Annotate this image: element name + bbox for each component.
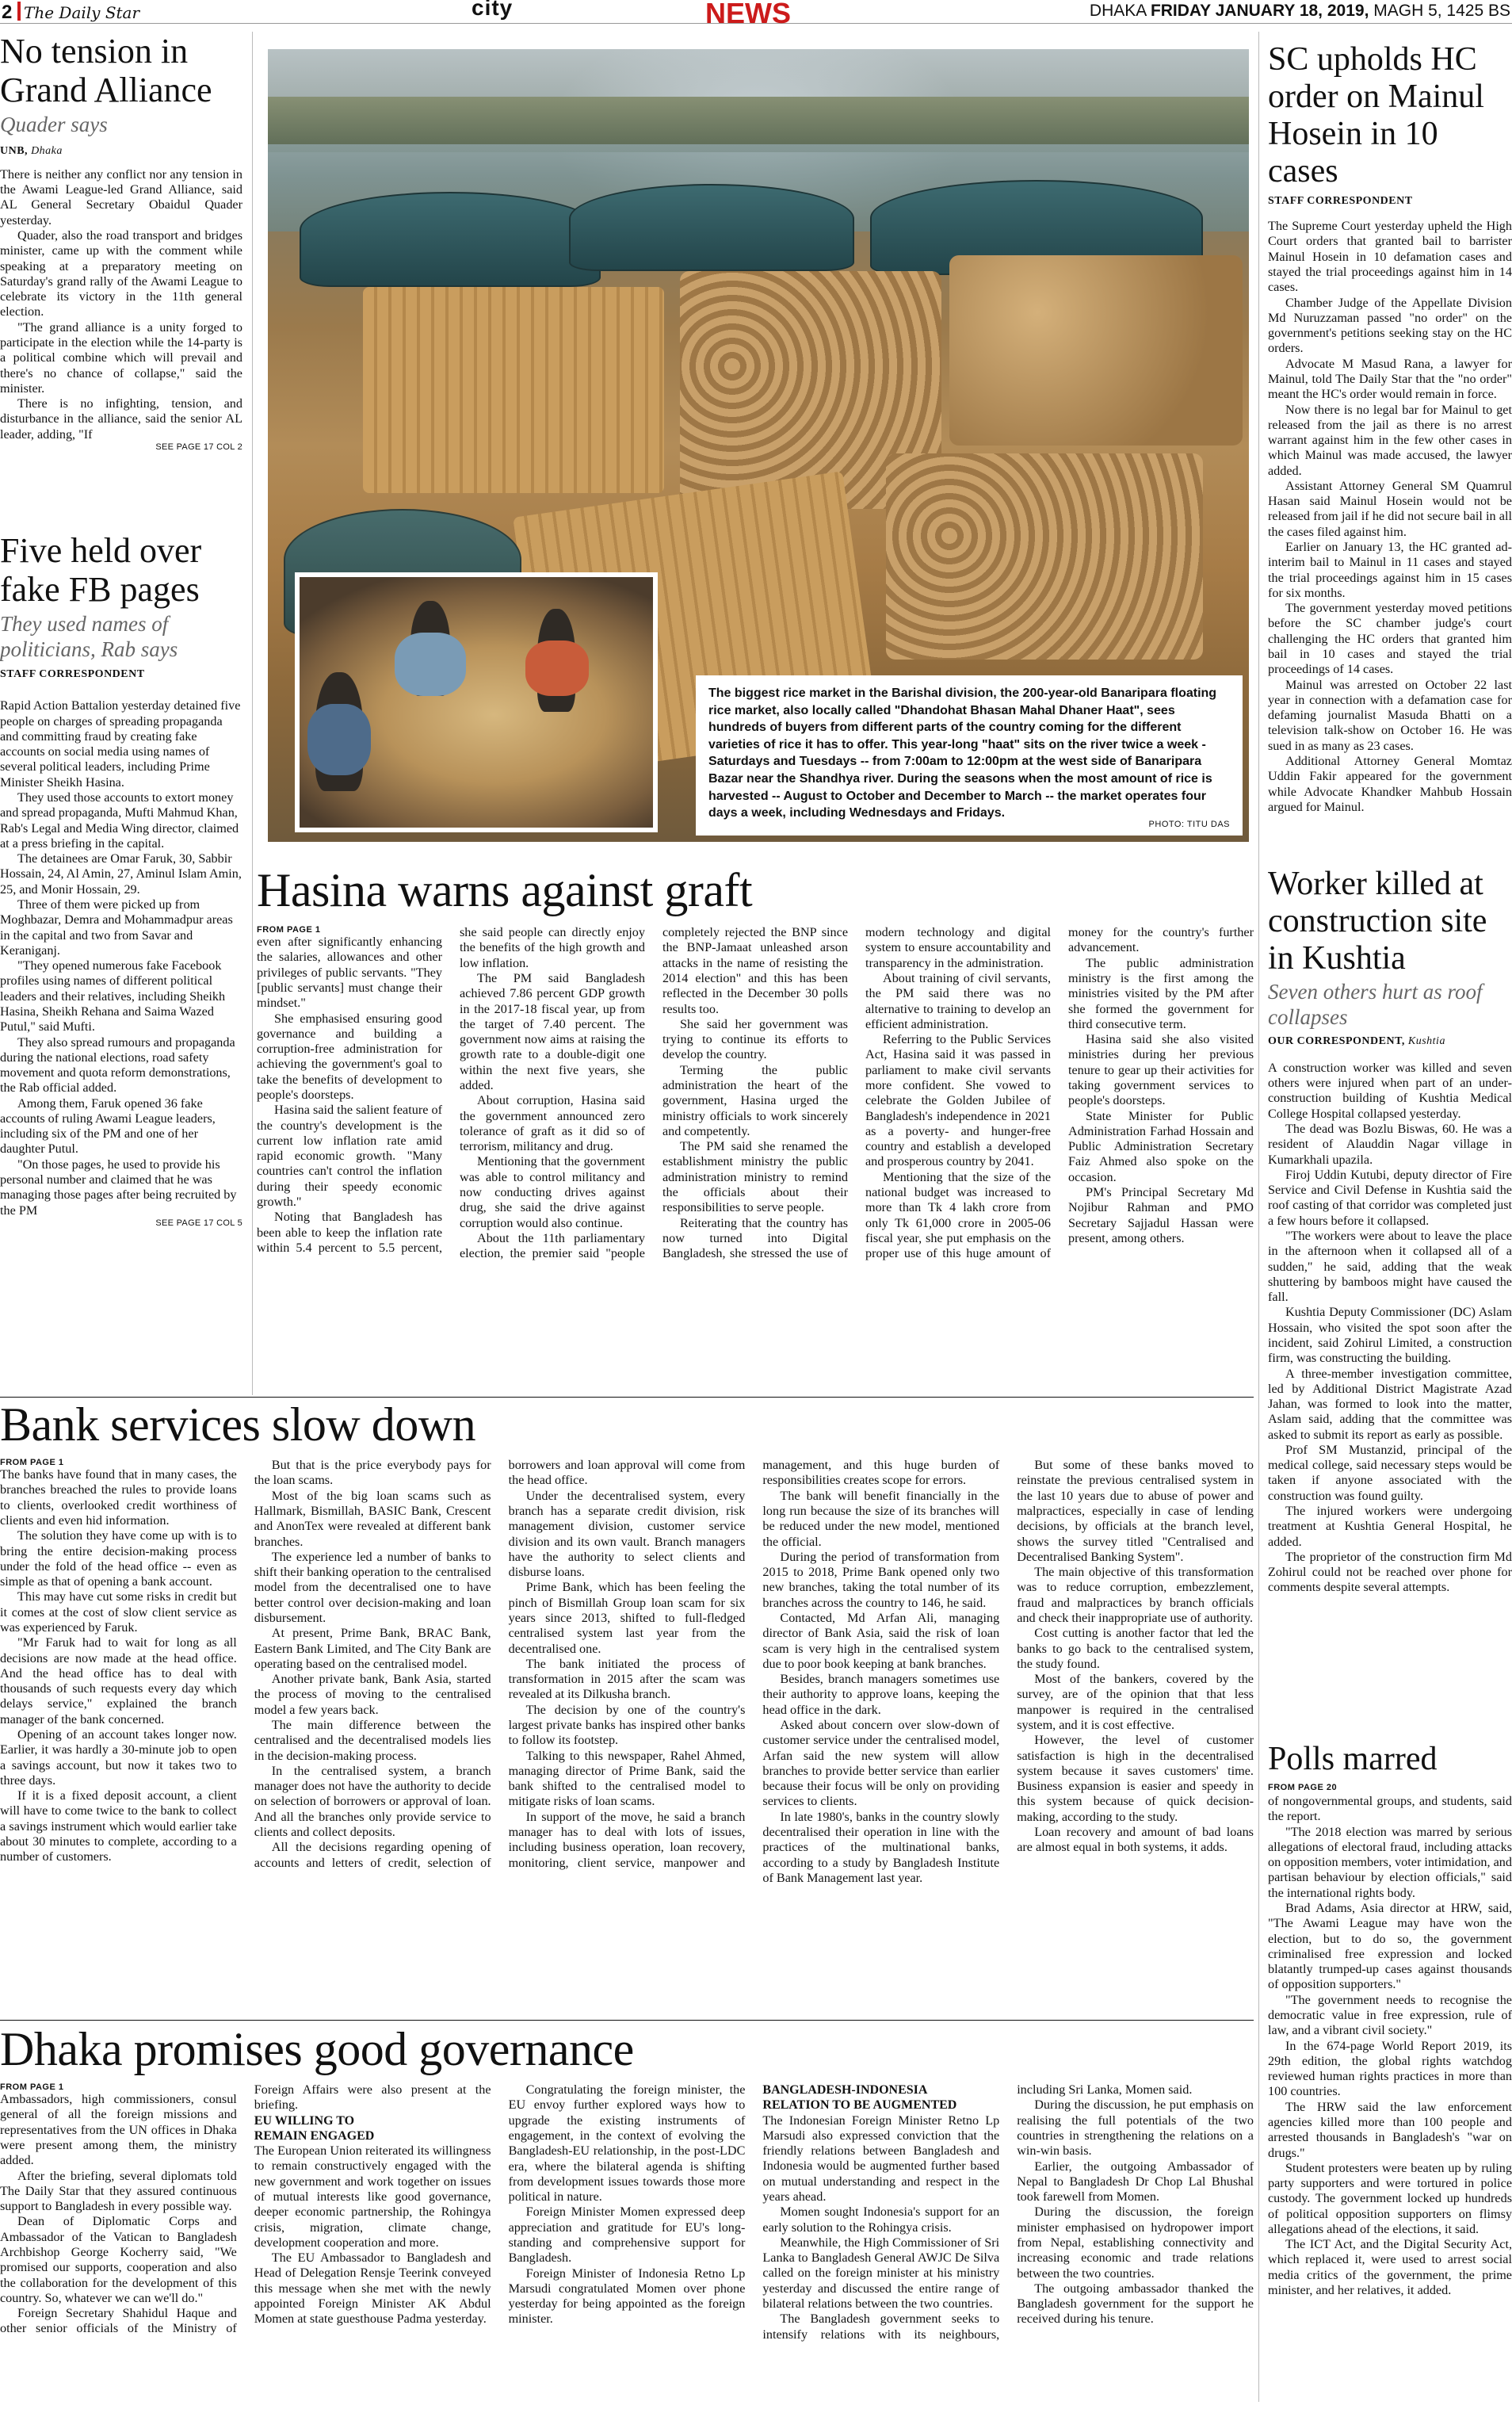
kicker: They used names of politicians, Rab says — [0, 611, 178, 661]
photo-boat — [300, 192, 601, 287]
continued-jump[interactable]: SEE PAGE 17 COL 2 — [155, 442, 242, 452]
photo-worker-shirt — [395, 633, 466, 696]
article-good-governance — [0, 2023, 1254, 2342]
byline: STAFF CORRESPONDENT — [0, 668, 145, 681]
headline: Dhaka promises good governance — [0, 2023, 634, 2075]
photo-rice-sacks — [949, 255, 1243, 446]
article-grand-alliance — [0, 32, 242, 452]
article-body: A construction worker was killed and seven others were injured when part of an under-construction building of Kushtia Medical College Hospital collapsed yesterday. The dead was Bozlu Biswas, 60. He was a resident of Alauddin Nagar village in Kumarkhali upazila. Firoj Uddin Kutubi, deputy director of Fire Service and Civil Defense in Kushtia said the roof casting of that corridor was completed just a few hours before it collapsed. "The workers were about to leave the place in the afternoon when it collapsed all of a sudden," he said, adding that the weak shuttering by bamboos might have caused the fall. Kushtia Deputy Commissioner (DC) Aslam Hossain, who visited the spot soon after the incident, said Zohirul Limited, a construction firm, was constructing the building. A three-member investigation committee, led by Additional District Magistrate Azad Jahan, was formed to look into the matter, Aslam said, adding that the committee was asked to submit its report as early as possible. Prof SM Mustanzid, principal of the medical college, said necessary steps would be taken if anyone associated with the construction was found guilty. The injured workers were undergoing treatment at Kushtia General Hospital, he added. The proprietor of the construction firm Md Zohirul could not be reached over phone for comments despite several attempts. — [1268, 1060, 1512, 1595]
rice-winnowing-inset-photo — [295, 572, 658, 832]
article-mainul — [1268, 41, 1512, 815]
kicker: Quader says — [0, 112, 108, 136]
article-hasina-graft — [254, 864, 1254, 1261]
section-label: city — [472, 0, 514, 20]
continued-jump[interactable]: SEE PAGE 17 COL 5 — [155, 1218, 242, 1228]
column-divider — [1258, 32, 1259, 2402]
byline: OUR CORRESPONDENT, Kushtia — [1268, 1034, 1445, 1047]
article-body: FROM PAGE 1 The banks have found that in many cases, the branches breached the rules to provide loans to clients, overlooked credit worthiness of clients and even hid information. The solution they have come up with is to bring the entire decision-making process under the fold of the head office -- even as simple as that of opening a bank account. This may have cut some risks in credit but it comes at the cost of slow client service as was experienced by Faruk. "Mr Faruk had to wait for long as all decisions are now made at the head office. And the head office has to deal with thousands of such requests every day which delays service," explained the branch manager of the bank concerned. Opening of an account takes longer now. Earlier, it was hardly a 30-minute job to open a savings account, but now it takes two to three days. If it is a fixed deposit account, a client will have to come twice to the bank to collect a savings instrument which would earlier take about 30 minutes to complete, according to a number of customers. But that is the price everybody pays for the loan scams. Most of the big loan scams such as Hallmark, Bismillah, BASIC Bank, Crescent and AnonTex were revealed at different bank branches. The experience led a number of banks to shift their banking operation to the centralised model from the decentralised one to have better control over decision-making and loan disbursement. At present, Prime Bank, BRAC Bank, Eastern Bank Limited, and The City Bank are operating based on the centralised model. Another private bank, Bank Asia, started the process of moving to the centralised model a few years back. The main difference between the centralised and the decentralised models lies in the decision-making process. In the centralised system, a branch manager does not have the authority to decide on selection of borrowers or approval of loan. And all the branches only provide service to clients and collect deposits. All the decisions regarding opening of accounts and letters of credit, selection of borrowers and loan approval will come from the head office. Under the decentralised system, every branch has a separate credit division, risk management division, customer service division and its own vault. Branch managers have the authority to select clients and disburse loans. Prime Bank, which has been feeling the pinch of Bismillah Group loan scam for six years since 2013, shifted to full-fledged centralised system last year from the decentralised one. The bank initiated the process of transformation in 2015 after the scam was revealed at its Dilkusha branch. The decision by one of the country's largest private banks has inspired other banks to follow its footstep. Talking to this newspaper, Rahel Ahmed, managing director of Prime Bank, said the bank shifted to the centralised model to mitigate risks of loan scams. In support of the move, he said a branch manager has to deal with lots of issues, including business operation, loan recovery, monitoring, client service, manpower and management, and this huge burden of responsibilities creates scope for errors. The bank will benefit financially in the long run because the size of its branches will be reduced under the new model, mentioned the official. During the period of transformation from 2015 to 2018, Prime Bank opened only two new branches, taking the total number of its branches across the country to 146, he said. Contacted, Md Arfan Ali, managing director of Bank Asia, said the risk of loan scam is very high in the centralised system due to poor book keeping at bank branches. Besides, branch managers sometimes use their authority to approve loans, keeping the head office in the dark. Asked about concern over slow-down of customer service under the centralised model, Arfan said the new system will allow branches to provide better service than earlier because their focus will be only on providing services to clients. In late 1980's, banks in the country slowly decentralised their operation in line with the practices of the multinational banks, according to a study by Bangladesh Institute of Bank Management last year. But some of these banks moved to reinstate the previous centralised system in the last 10 years due to abuse of power and malpractices, especially in case of lending decisions, by officials at the branch level, shows the survey titled "Centralised and Decentralised Banking System". The main objective of this transformation was to reduce corruption, embezzlement, fraud and malpractices by branch officials and check their inappropriate use of authority. Cost cutting is another factor that led the banks to go back to the centralised system, the study found. Most of the bankers, covered by the survey, are of the opinion that that less manpower is required in the centralised system, and it is cost effective. However, the level of customer satisfaction is high in the decentralised system because it saves customers' time. Business expansion is easier and speedy in this system because of quick decision-making, according to the study. Loan recovery and amount of bad loans are almost equal in both systems, it adds. — [0, 1458, 1254, 1885]
article-polls-marred — [1268, 1741, 1512, 2298]
headline: SC upholds HC order on Mainul Hosein in 10 cases — [1268, 41, 1484, 190]
article-kushtia — [1268, 866, 1512, 1596]
column-divider — [252, 32, 253, 1395]
article-bank-services — [0, 1398, 1254, 1886]
from-page-label: FROM PAGE 1 — [0, 1458, 64, 1468]
article-body: The Supreme Court yesterday upheld the High Court orders that granted bail to barrister Mainul Hosein in 10 defamation cases and stayed the trial proceedings against him in 14 cases. Chamber Judge of the Appellate Division Md Nuruzzaman passed "no order" on the government's petitions seeking stay on the HC orders. Advocate M Masud Rana, a lawyer for Mainul, told The Daily Star that the "no order" meant the HC's order would remain in force. Now there is no legal bar for Mainul to get released from the jail as there is no arrest warrant against him in the few other cases in which Mainul was made accused, the lawyer added. Assistant Attorney General SM Quamrul Hasan said Mainul Hosein would not be released from jail if he did not secure bail in all the cases filed against him. Earlier on January 13, the HC granted ad-interim bail to Mainul in 11 cases and stayed the trial proceedings against him in 15 cases for six months. The government yesterday moved petitions before the SC chamber judge's court challenging the HC orders that granted him bail in 10 cases and stayed the trial proceedings of 14 cases. Mainul was arrested on October 22 last year in connection with a defamation case for defaming journalist Masuda Bhatti on a television talk-show on October 16. He was sued in as many as 23 cases. Additional Attorney General Momtaz Uddin Fakir appeared for the government while Advocate Khandker Mahbub Hossain argued for Mainul. — [1268, 219, 1512, 814]
from-page-label: FROM PAGE 1 — [0, 2082, 64, 2093]
news-label: NEWS — [705, 0, 791, 29]
photo-credit: PHOTO: TITU DAS — [1148, 820, 1230, 829]
photo-worker-shirt — [307, 704, 371, 775]
page-masthead — [0, 0, 1512, 29]
page-number-divider — [17, 2, 21, 21]
section-divider — [0, 2020, 1254, 2021]
article-body: of nongovernmental groups, and students, said the report. "The 2018 election was marred by serious allegations of electoral fraud, including attacks on opposition members, voter intimidation, and partisan behaviour by election officials," said the international rights body. Brad Adams, Asia director at HRW, said, "The Awami League may have won the election, but to do so, the government criminalised free expression and locked blatantly trumped-up cases against thousands of opposition supporters." "The government needs to recognise the democratic value in free expression, rule of law, and a vibrant civil society." In the 674-page World Report 2019, its 29th edition, the global rights watchdog reviewed human rights practices in more than 100 countries. The HRW said the law enforcement agencies killed more than 100 people and arrested thousands in Bangladesh's "war on drugs." Student protesters were beaten up by ruling party supporters and were tortured in police custody. The government locked up hundreds of political opposition supporters on flimsy allegations ahead of the elections, it said. The ICT Act, and the Digital Security Act, which replaced it, were used to arrest social media critics of the government, the prime minister, and her relatives, it added. — [1268, 1794, 1512, 2298]
photo-worker-shirt — [525, 641, 589, 696]
byline: UNB, Dhaka — [0, 144, 63, 157]
headline: Five held over fake FB pages — [0, 531, 202, 610]
photo-boat — [569, 184, 854, 271]
from-page-label: FROM PAGE 1 — [257, 925, 321, 935]
photo-caption: The biggest rice market in the Barishal division, the 200-year-old Banaripara floating rice market, also locally called "Dhandohat Bhasan Mahal Dhaner Haat", sees hundreds of buyers from different parts of the country coming for the different varieties of rice it has to offer. This year-long "haat" sits on the river twice a week - Saturdays and Tuesdays -- from 7:00am to 12:00pm at the west side of Banaripara Bazar near the Shandhya river. During the seasons when the most amount of rice is harvested -- August to October and December to March -- the market operates four days a week, including Wednesdays and Fridays. PHOTO: TITU DAS — [696, 675, 1243, 836]
photo-rice-sacks — [886, 453, 1203, 660]
headline: Worker killed at construction site in Kushtia — [1268, 866, 1487, 977]
headline: Polls marred — [1268, 1741, 1438, 1777]
article-fake-fb — [0, 531, 242, 1228]
page-number: 2 — [2, 2, 13, 23]
subhead-eu: EU WILLING TO REMAIN ENGAGED — [254, 2113, 375, 2143]
article-body: Rapid Action Battalion yesterday detained five people on charges of spreading propaganda and committing fraud by creating fake accounts on social media using names of several political leaders, including Prime Minister Sheikh Hasina. They used those accounts to extort money and spread propaganda, Mufti Mahmud Khan, Rab's Legal and Media Wing director, claimed at a press briefing in the capital. The detainees are Omar Faruk, 30, Sabbir Hossain, 24, Al Amin, 27, Aminul Islam Amin, 25, and Monir Hossain, 29. Three of them were picked up from Moghbazar, Demra and Mohammadpur areas in the capital and two from Savar and Keraniganj. "They opened numerous fake Facebook profiles using names of different political leaders and their relatives, including Sheikh Hasina, Sheikh Rehana and Saima Wazed Putul," said Mufti. They also spread rumours and propaganda during the national elections, road safety movement and quota reform demonstrations, the Rab official added. Among them, Faruk opened 36 fake accounts of ruling Awami League leaders, including six of the PM and one of her daughter Putul. "On those pages, he used to provide his personal number and claimed that he was managing those pages after being recruited by the PM — [0, 698, 242, 1218]
subhead-indonesia: BANGLADESH-INDONESIA RELATION TO BE AUGMENTED — [762, 2083, 957, 2113]
article-body: There is neither any conflict nor any tension in the Awami League-led Grand Alliance, said AL General Secretary Obaidul Quader yesterday. Quader, also the road transport and bridges minister, came up with the comment while speaking at a preparatory meeting on Saturday's grand rally of the Awami League to celebrate its victory in the 11th general election. "The grand alliance is a unity forged to participate in the election while the 14-party is a political combine which will prevail and there's no chance of collapse," said the minister. There is no infighting, tension, and disturbance in the alliance, said the senior AL leader, adding, "If — [0, 166, 242, 442]
headline: Bank services slow down — [0, 1398, 476, 1451]
paper-name: The Daily Star — [24, 3, 140, 22]
photo-rice-pile — [363, 287, 664, 493]
byline: STAFF CORRESPONDENT — [1268, 195, 1413, 208]
article-body: FROM PAGE 1 even after significantly enhancing the salaries, allowances and other privileges of public servants. "They [public servants] must change their mindset." She emphasised ensuring good governance and building a corruption-free administration for achieving the government's goal to take the benefits of development to people's doorsteps. Hasina said the salient feature of the country's development is the current low inflation rate amid rapid economic growth. "Many countries can't control the inflation during their speedy economic growth." Noting that Bangladesh has been able to keep the inflation rate within 5.4 percent to 5.5 percent, she said people can directly enjoy the benefits of the high growth and low inflation. The PM said Bangladesh achieved 7.86 percent GDP growth in the 2017-18 fiscal year, up from the target of 7.40 percent. The government now aims at raising the growth rate to a double-digit one within the next five years, she added. About corruption, Hasina said the government announced zero tolerance of graft as it did so of terrorism, militancy and drug. Mentioning that the government was able to control militancy and now conducting drives against drug, she said the drive against corruption would also continue. About the 11th parliamentary election, the premier said "people completely rejected the BNP since the BNP-Jamaat unleashed arson attacks in the name of resisting the 2014 election" and this has been reflected in the December 30 polls results too. She said her government was trying to continue its efforts to develop the country. Terming the public administration the heart of the government, Hasina urged the ministry officials to work sincerely and competently. The PM said she renamed the establishment ministry the public administration ministry to remind the officials about their responsibilities to serve people. Reiterating that the country has now turned into Digital Bangladesh, she stressed the use of modern technology and digital system to ensure accountability and transparency in the administration. About training of civil servants, the PM said there was no alternative to training to develop an efficient administration. Referring to the Public Services Act, Hasina said it was passed in parliament to make civil servants more confident. She vowed to celebrate the Golden Jubilee of Bangladesh's independence in 2021 as a poverty- and hunger-free country and establish a developed and prosperous country by 2041. Mentioning that the size of the national budget was increased to more than Tk 4 lakh crore from only Tk 61,000 crore in 2005-06 fiscal year, she put emphasis on the proper use of this huge amount of money for the country's further advancement. The public administration ministry is the first among the ministries visited by the PM after she formed the government for third consecutive term. Hasina said she also visited ministries during her previous tenure to gear up their activities for taking government services to people's doorsteps. State Minister for Public Administration Farhad Hossain and Public Administration Secretary Faiz Ahmed also spoke on the occasion. PM's Principal Secretary Md Nojibur Rahman and PMO Secretary Sajjadul Hassan were present, among others. — [257, 925, 1254, 1261]
section-divider — [0, 1397, 1254, 1398]
dateline: DHAKA FRIDAY JANUARY 18, 2019, MAGH 5, 1425 BS — [1089, 2, 1510, 20]
headline: Hasina warns against graft — [257, 864, 753, 916]
from-page-label: FROM PAGE 20 — [1268, 1783, 1338, 1793]
article-body: FROM PAGE 1 Ambassadors, high commissioners, consul general of all the foreign missions and representatives from the UN offices in Dhaka were present among them, the ministry added. After the briefing, several diplomats told The Daily Star that they assured continuous support to Bangladesh in every possible way. Dean of Diplomatic Corps and Ambassador of the Vatican to Bangladesh Archbishop George Kocherry said, "We promised our supports, cooperation and also the collaboration for the development of this country. So, whatever we can we'll do." Foreign Secretary Shahidul Haque and other senior officials of the Ministry of Foreign Affairs were also present at the briefing. EU WILLING TO REMAIN ENGAGED The European Union reiterated its willingness to remain constructively engaged with the new government and work together on issues of mutual interests like good governance, deeper economic partnership, the Rohingya crisis, migration, climate change, development cooperation and more. The EU Ambassador to Bangladesh and Head of Delegation Rensje Teerink conveyed this message when she met with the newly appointed Foreign Minister AK Abdul Momen at state guesthouse Padma yesterday. Congratulating the foreign minister, the EU envoy further explored ways how to upgrade the existing instruments of engagement, in the context of evolving the Bangladesh-EU relationship, in the post-LDC era, where the bilateral agenda is shifting from development issues towards those more political in nature. Foreign Minister Momen expressed deep appreciation and gratitude for EU's long-standing and comprehensive support for Bangladesh. Foreign Minister of Indonesia Retno Lp Marsudi congratulated Momen over phone yesterday for being appointed as the foreign minister. BANGLADESH-INDONESIA RELATION TO BE AUGMENTED The Indonesian Foreign Minister Retno Lp Marsudi also expressed conviction that the friendly relations between Bangladesh and Indonesia would be augmented further based on mutual understanding and respect in the years ahead. Momen sought Indonesia's support for an early solution to the Rohingya crisis. Meanwhile, the High Commissioner of Sri Lanka to Bangladesh General AWJC De Silva called on the foreign minister at his ministry yesterday and discussed the entire range of bilateral relations between the two countries. The Bangladesh government seeks to intensify relations with its neighbours, including Sri Lanka, Momen said. During the discussion, he put emphasis on realising the full potentials of the two countries in strengthening the relations on a win-win basis. Earlier, the outgoing Ambassador of Nepal to Bangladesh Dr Chop Lal Bhushal took farewell from Momen. During the discussion, the foreign minister emphasised on hydropower import from Nepal, establishing connectivity and increasing economic and trade relations between the two countries. The outgoing ambassador thanked the Bangladesh government for the support he received during his tenure. — [0, 2082, 1254, 2342]
kicker: Seven others hurt as roof collapses — [1268, 980, 1483, 1030]
headline: No tension in Grand Alliance — [0, 32, 212, 110]
